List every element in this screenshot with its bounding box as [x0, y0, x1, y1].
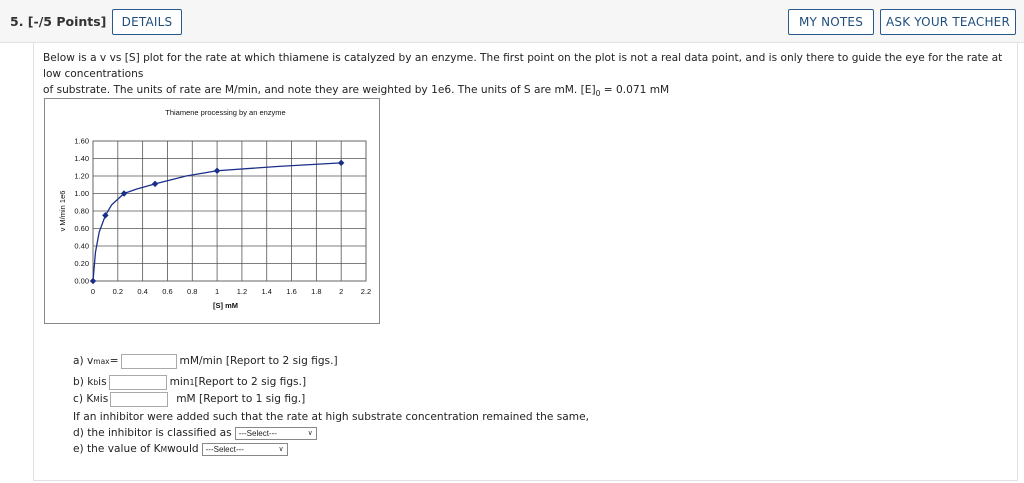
part-e-label: e) the value of K — [73, 443, 161, 455]
part-e-subscript: M — [160, 444, 168, 454]
y-tick-label: 0.80 — [74, 206, 89, 216]
part-a-subscript: max — [93, 356, 110, 366]
inhibitor-type-select-value: ---Select--- — [238, 428, 277, 438]
part-d-row — [73, 425, 317, 441]
y-axis-label: v M/min 1e6 — [58, 190, 67, 232]
inhibitor-type-select[interactable] — [235, 427, 317, 440]
part-a-equals: = — [109, 355, 119, 367]
part-c-row — [73, 391, 305, 407]
y-tick-label: 0.00 — [74, 276, 89, 286]
part-a-units: mM/min [Report to 2 sig figs.] — [179, 355, 338, 367]
x-tick-label: 1.8 — [311, 287, 322, 296]
part-c-units: mM [Report to 1 sig fig.] — [176, 393, 306, 405]
vmax-input[interactable] — [121, 354, 177, 369]
part-d-label: d) the inhibitor is classified as — [73, 427, 232, 439]
y-tick-label: 0.40 — [74, 241, 89, 251]
part-e-would: would — [167, 443, 199, 455]
intro-line-1: Below is a v vs [S] plot for the rate at which thiamene is catalyzed by an enzyme. The first point on the plot is not a real data point, and is only there to guide the eye for the rate at low concentrations — [43, 52, 1003, 80]
part-b-subscript: b — [93, 377, 99, 387]
intro-subscript: 0 — [595, 89, 601, 99]
intro-line-2-suffix: = 0.071 mM — [600, 84, 670, 96]
part-b-row — [73, 374, 306, 390]
part-c-label: c) K — [73, 393, 94, 405]
y-tick-label: 1.00 — [74, 189, 89, 198]
part-b-unit: min — [169, 376, 190, 388]
question-intro — [43, 50, 1018, 102]
part-b-is: is — [98, 376, 107, 388]
x-tick-label: 1 — [215, 287, 220, 296]
x-axis-label: [S] mM — [213, 301, 238, 310]
part-a-label: a) v — [73, 355, 94, 367]
ask-your-teacher-button[interactable]: ASK YOUR TEACHER — [880, 9, 1016, 35]
km-change-select[interactable] — [202, 443, 288, 456]
chevron-down-icon: ∨ — [278, 446, 284, 453]
y-tick-label: 0.20 — [74, 259, 89, 268]
part-b-note: [Report to 2 sig figs.] — [194, 376, 307, 388]
question-header — [0, 0, 1024, 43]
inhibitor-statement: If an inhibitor were added such that the rate at high substrate concentration remained the same, — [73, 411, 589, 423]
enzyme-rate-chart — [45, 99, 381, 325]
part-b-label: b) k — [73, 376, 94, 388]
x-tick-label: 1.4 — [261, 287, 272, 296]
chart-title: Thiamene processing by an enzyme — [165, 108, 286, 117]
km-input[interactable] — [110, 392, 168, 407]
x-tick-label: 2 — [339, 287, 344, 296]
x-tick-label: 0.2 — [112, 287, 124, 296]
part-a-row — [73, 353, 338, 369]
kb-input[interactable] — [109, 375, 167, 390]
x-tick-label: 0.6 — [162, 287, 173, 296]
x-tick-label: 0.4 — [137, 287, 148, 296]
y-tick-label: 1.20 — [74, 171, 89, 181]
part-c-subscript: M — [93, 394, 100, 404]
x-tick-label: 0.8 — [187, 287, 198, 296]
my-notes-button[interactable]: MY NOTES — [788, 9, 874, 35]
x-tick-label: 2.2 — [360, 287, 372, 296]
x-tick-label: 1.2 — [236, 287, 248, 296]
part-c-is: is — [99, 393, 109, 405]
part-b-superscript: 1 — [189, 377, 195, 387]
part-e-row — [73, 441, 288, 457]
question-number: 5. [-/5 Points] — [10, 14, 107, 29]
details-button[interactable]: DETAILS — [112, 9, 182, 35]
x-tick-label: 1.6 — [286, 287, 297, 296]
y-tick-label: 1.60 — [74, 136, 89, 146]
chevron-down-icon: ∨ — [307, 430, 313, 437]
chart-frame — [44, 98, 380, 324]
intro-line-2-text: of substrate. The units of rate are M/min, and note they are weighted by 1e6. The units of S are mM. [E] — [43, 84, 596, 96]
y-tick-label: 1.40 — [74, 154, 89, 163]
km-change-select-value: ---Select--- — [205, 444, 244, 454]
y-tick-label: 0.60 — [74, 224, 89, 233]
x-tick-label: 0 — [90, 287, 96, 296]
